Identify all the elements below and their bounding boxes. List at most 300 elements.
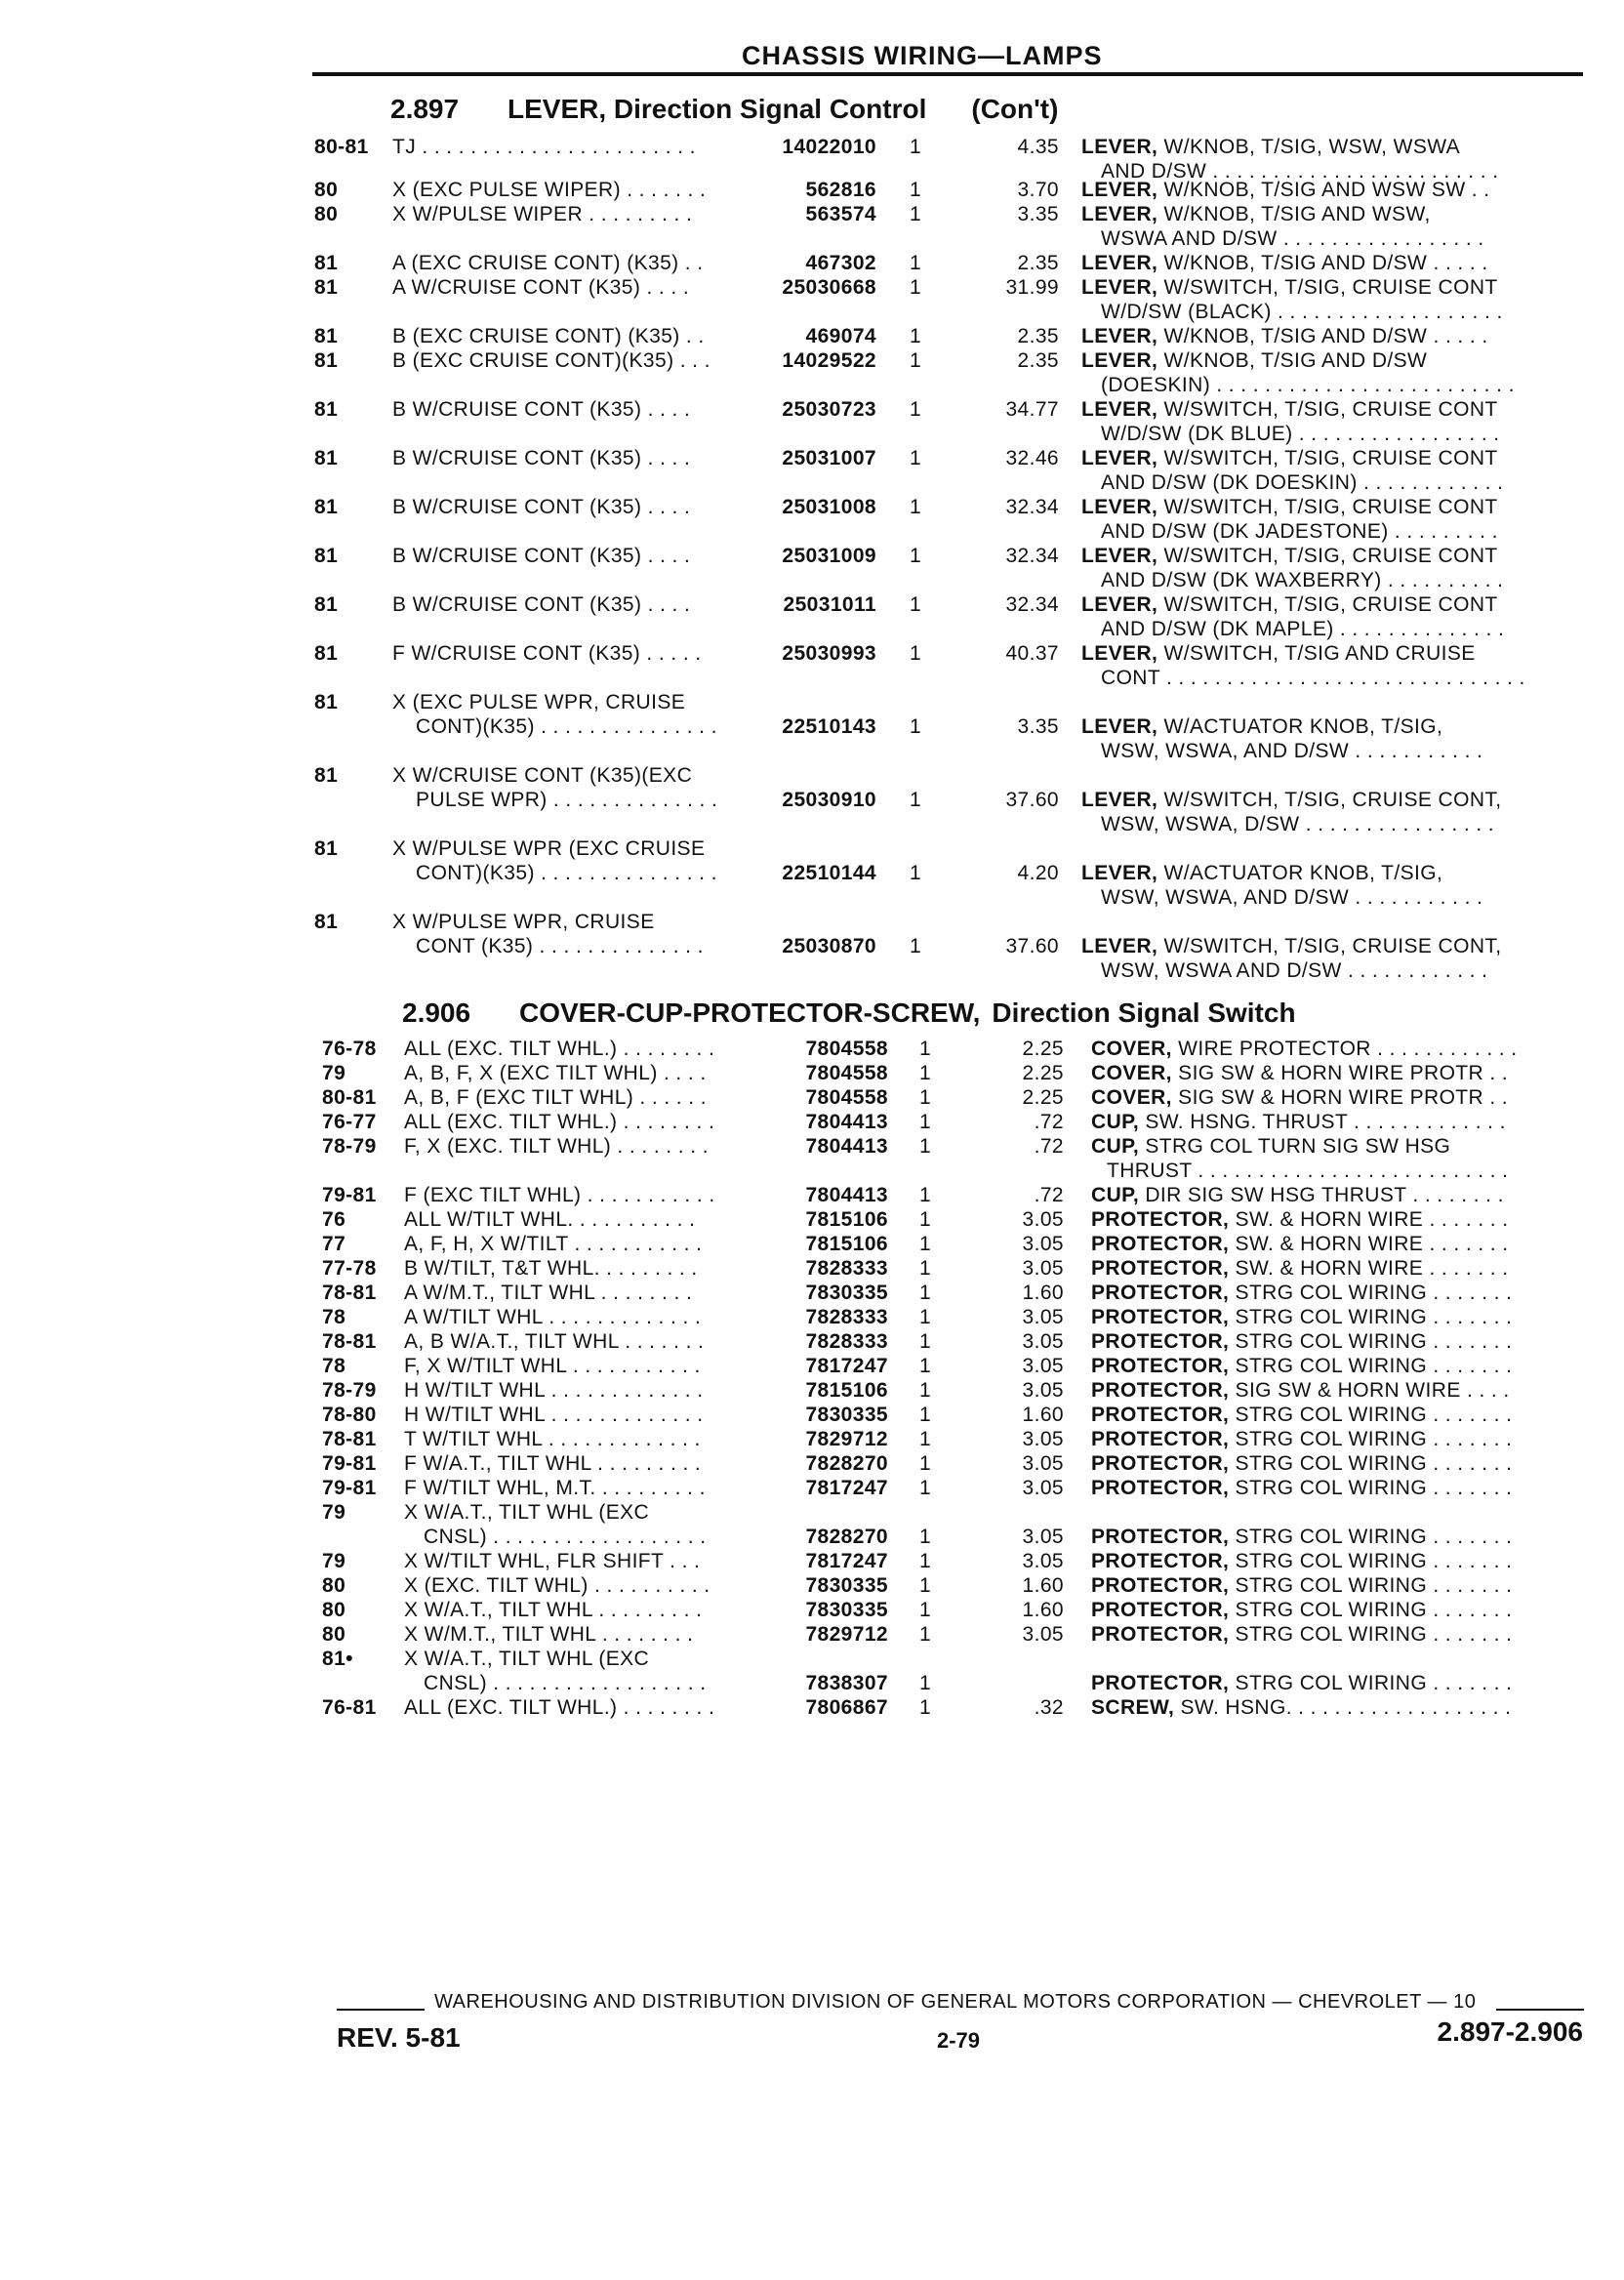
part-number: 25031008 bbox=[782, 496, 876, 518]
quantity: 1 bbox=[918, 1526, 932, 1548]
part-detail: STRG COL TURN SIG SW HSG bbox=[1139, 1135, 1451, 1158]
model-year: 76-77 bbox=[322, 1111, 377, 1133]
part-detail: STRG COL WIRING . . . . . . . bbox=[1229, 1330, 1513, 1353]
model-year: 76-78 bbox=[322, 1038, 377, 1060]
model-application: ALL W/TILT WHL. . . . . . . . . . . bbox=[404, 1208, 696, 1231]
section-name: COVER-CUP-PROTECTOR-SCREW, bbox=[519, 998, 981, 1028]
model-application: F, X (EXC. TILT WHL) . . . . . . . . bbox=[404, 1135, 709, 1158]
part-number: 25030870 bbox=[782, 935, 876, 957]
price: 31.99 bbox=[1005, 276, 1059, 299]
model-application-cont: CNSL) . . . . . . . . . . . . . . . . . . bbox=[424, 1526, 707, 1548]
price: 3.35 bbox=[1017, 203, 1059, 225]
part-description bbox=[1091, 1354, 1512, 1378]
model-year: 78 bbox=[322, 1355, 346, 1377]
part-description bbox=[1081, 178, 1489, 202]
model-application: B W/CRUISE CONT (K35) . . . . bbox=[392, 496, 691, 518]
price: 3.05 bbox=[1022, 1452, 1064, 1475]
model-application: X W/A.T., TILT WHL (EXC bbox=[404, 1501, 650, 1524]
page-header bbox=[312, 39, 1583, 72]
part-detail: W/SWITCH, T/SIG, CRUISE CONT bbox=[1157, 593, 1498, 616]
part-number: 22510144 bbox=[782, 862, 876, 884]
part-number: 7838307 bbox=[805, 1672, 888, 1694]
part-number: 7815106 bbox=[805, 1208, 888, 1231]
part-name: PROTECTOR, bbox=[1091, 1550, 1230, 1572]
quantity: 1 bbox=[909, 496, 922, 518]
part-number: 467302 bbox=[805, 252, 876, 274]
part-description bbox=[1081, 275, 1498, 300]
price: 3.05 bbox=[1022, 1477, 1064, 1499]
part-description-cont: WSW, WSWA AND D/SW . . . . . . . . . . . . bbox=[1101, 959, 1488, 982]
model-year: 81• bbox=[322, 1648, 353, 1670]
page-number: 2-79 bbox=[937, 2028, 981, 2053]
part-name: PROTECTOR, bbox=[1091, 1452, 1230, 1475]
section-number: 2.897 bbox=[390, 94, 460, 124]
part-number: 7830335 bbox=[805, 1282, 888, 1304]
price: 3.05 bbox=[1022, 1257, 1064, 1280]
part-description-cont: AND D/SW (DK JADESTONE) . . . . . . . . . bbox=[1101, 520, 1498, 543]
part-description bbox=[1091, 1232, 1509, 1256]
part-description bbox=[1091, 1671, 1512, 1695]
part-description bbox=[1081, 934, 1502, 958]
part-number: 7804413 bbox=[805, 1111, 888, 1133]
model-application: B W/TILT, T&T WHL. . . . . . . . . bbox=[404, 1257, 698, 1280]
price: 32.34 bbox=[1005, 545, 1059, 567]
model-application-cont: CONT)(K35) . . . . . . . . . . . . . . . bbox=[416, 715, 717, 738]
part-number: 7830335 bbox=[805, 1599, 888, 1621]
part-detail: WIRE PROTECTOR . . . . . . . . . . . . bbox=[1171, 1038, 1518, 1060]
model-year: 81 bbox=[314, 349, 339, 372]
part-number: 563574 bbox=[805, 203, 876, 225]
price: 1.60 bbox=[1022, 1404, 1064, 1426]
price: 2.25 bbox=[1022, 1038, 1064, 1060]
model-application-cont: CONT (K35) . . . . . . . . . . . . . . bbox=[416, 935, 704, 957]
price: 34.77 bbox=[1005, 398, 1059, 421]
quantity: 1 bbox=[918, 1062, 932, 1084]
quantity: 1 bbox=[918, 1696, 932, 1719]
part-number: 14022010 bbox=[782, 136, 876, 158]
part-name: LEVER, bbox=[1081, 545, 1158, 567]
quantity: 1 bbox=[918, 1257, 932, 1280]
part-number: 7830335 bbox=[805, 1574, 888, 1597]
model-year: 77 bbox=[322, 1233, 346, 1255]
quantity: 1 bbox=[909, 862, 922, 884]
model-application: F, X W/TILT WHL . . . . . . . . . . . bbox=[404, 1355, 701, 1377]
part-description bbox=[1091, 1207, 1509, 1232]
quantity: 1 bbox=[918, 1428, 932, 1450]
part-description-cont: THRUST . . . . . . . . . . . . . . . . . . . . . . . . . . bbox=[1107, 1160, 1509, 1182]
quantity: 1 bbox=[918, 1550, 932, 1572]
part-description bbox=[1091, 1549, 1512, 1573]
model-application: X W/PULSE WPR (EXC CRUISE bbox=[392, 837, 706, 860]
model-application: B W/CRUISE CONT (K35) . . . . bbox=[392, 398, 691, 421]
model-year: 77-78 bbox=[322, 1257, 377, 1280]
model-application: X W/CRUISE CONT (K35)(EXC bbox=[392, 764, 693, 787]
part-description bbox=[1091, 1427, 1512, 1451]
model-application: X W/A.T., TILT WHL . . . . . . . . . bbox=[404, 1599, 703, 1621]
model-year: 81 bbox=[314, 252, 339, 274]
model-application-cont: PULSE WPR) . . . . . . . . . . . . . . bbox=[416, 789, 718, 811]
part-detail: SIG SW & HORN WIRE PROTR . . bbox=[1171, 1062, 1509, 1084]
part-name: LEVER, bbox=[1081, 935, 1158, 957]
part-detail: STRG COL WIRING . . . . . . . bbox=[1229, 1599, 1513, 1621]
quantity: 1 bbox=[918, 1233, 932, 1255]
part-description bbox=[1091, 1256, 1509, 1281]
quantity: 1 bbox=[918, 1282, 932, 1304]
part-name: PROTECTOR, bbox=[1091, 1379, 1230, 1402]
part-number: 7817247 bbox=[805, 1355, 888, 1377]
part-detail: SIG SW & HORN WIRE PROTR . . bbox=[1171, 1086, 1509, 1109]
part-detail: STRG COL WIRING . . . . . . . bbox=[1229, 1477, 1513, 1499]
model-application: X W/M.T., TILT WHL . . . . . . . . bbox=[404, 1623, 694, 1646]
part-number: 7804413 bbox=[805, 1184, 888, 1206]
section-name-continued: Direction Signal Switch bbox=[992, 998, 1296, 1028]
part-description bbox=[1091, 1622, 1512, 1647]
quantity: 1 bbox=[909, 276, 922, 299]
part-name: PROTECTOR, bbox=[1091, 1208, 1230, 1231]
part-description bbox=[1081, 202, 1431, 226]
part-name: PROTECTOR, bbox=[1091, 1428, 1230, 1450]
model-application: B W/CRUISE CONT (K35) . . . . bbox=[392, 593, 691, 616]
part-description bbox=[1081, 544, 1498, 568]
model-application-cont: CONT)(K35) . . . . . . . . . . . . . . . bbox=[416, 862, 717, 884]
part-description bbox=[1091, 1329, 1512, 1354]
quantity: 1 bbox=[918, 1208, 932, 1231]
model-year: 78-81 bbox=[322, 1428, 377, 1450]
part-name: COVER, bbox=[1091, 1062, 1172, 1084]
part-number: 7804558 bbox=[805, 1086, 888, 1109]
part-number: 25031007 bbox=[782, 447, 876, 469]
model-year: 81 bbox=[314, 447, 339, 469]
quantity: 1 bbox=[909, 715, 922, 738]
part-name: PROTECTOR, bbox=[1091, 1306, 1230, 1328]
section-heading bbox=[402, 998, 1296, 1029]
price: 1.60 bbox=[1022, 1282, 1064, 1304]
model-year: 78-81 bbox=[322, 1330, 377, 1353]
part-detail: W/KNOB, T/SIG AND D/SW . . . . . bbox=[1157, 325, 1488, 347]
part-name: PROTECTOR, bbox=[1091, 1477, 1230, 1499]
model-year: 81 bbox=[314, 593, 339, 616]
model-year: 81 bbox=[314, 691, 339, 713]
part-name: LEVER, bbox=[1081, 136, 1158, 158]
price: 2.35 bbox=[1017, 325, 1059, 347]
model-year: 81 bbox=[314, 545, 339, 567]
part-detail: STRG COL WIRING . . . . . . . bbox=[1229, 1404, 1513, 1426]
quantity: 1 bbox=[909, 252, 922, 274]
part-name: COVER, bbox=[1091, 1038, 1172, 1060]
part-number: 25030993 bbox=[782, 642, 876, 665]
quantity: 1 bbox=[918, 1379, 932, 1402]
section-heading bbox=[390, 94, 1058, 125]
part-number: 7815106 bbox=[805, 1233, 888, 1255]
model-application: H W/TILT WHL . . . . . . . . . . . . . bbox=[404, 1379, 704, 1402]
part-name: LEVER, bbox=[1081, 349, 1158, 372]
part-detail: STRG COL WIRING . . . . . . . bbox=[1229, 1428, 1513, 1450]
model-year: 78-79 bbox=[322, 1379, 377, 1402]
part-detail: STRG COL WIRING . . . . . . . bbox=[1229, 1355, 1513, 1377]
part-name: LEVER, bbox=[1081, 252, 1158, 274]
quantity: 1 bbox=[909, 179, 922, 201]
part-detail: STRG COL WIRING . . . . . . . bbox=[1229, 1306, 1513, 1328]
part-description-cont: AND D/SW (DK DOESKIN) . . . . . . . . . . . . bbox=[1101, 471, 1504, 494]
part-name: PROTECTOR, bbox=[1091, 1355, 1230, 1377]
quantity: 1 bbox=[909, 593, 922, 616]
part-detail: W/KNOB, T/SIG, WSW, WSWA bbox=[1157, 136, 1461, 158]
section-range: 2.897-2.906 bbox=[1437, 2016, 1583, 2047]
model-application: F W/TILT WHL, M.T. . . . . . . . . . bbox=[404, 1477, 706, 1499]
quantity: 1 bbox=[918, 1355, 932, 1377]
quantity: 1 bbox=[918, 1404, 932, 1426]
quantity: 1 bbox=[918, 1038, 932, 1060]
price: 37.60 bbox=[1005, 935, 1059, 957]
section-name: LEVER, Direction Signal Control bbox=[508, 94, 927, 124]
part-detail: W/SWITCH, T/SIG, CRUISE CONT bbox=[1157, 496, 1498, 518]
quantity: 1 bbox=[909, 203, 922, 225]
part-description bbox=[1081, 714, 1442, 739]
section-continued-label: (Con't) bbox=[971, 94, 1059, 124]
model-application: ALL (EXC. TILT WHL.) . . . . . . . . bbox=[404, 1038, 715, 1060]
price: 3.05 bbox=[1022, 1526, 1064, 1548]
price: 1.60 bbox=[1022, 1574, 1064, 1597]
part-detail: STRG COL WIRING . . . . . . . bbox=[1229, 1623, 1513, 1646]
part-description-cont: (DOESKIN) . . . . . . . . . . . . . . . . . . . . . . . . . bbox=[1101, 374, 1515, 396]
part-description bbox=[1081, 251, 1488, 275]
part-number: 7804413 bbox=[805, 1135, 888, 1158]
part-name: LEVER, bbox=[1081, 593, 1158, 616]
model-application-cont: CNSL) . . . . . . . . . . . . . . . . . . bbox=[424, 1672, 707, 1694]
part-number: 7828333 bbox=[805, 1257, 888, 1280]
price: 3.70 bbox=[1017, 179, 1059, 201]
model-application: X W/PULSE WPR, CRUISE bbox=[392, 911, 655, 933]
model-year: 81 bbox=[314, 764, 339, 787]
part-detail: W/SWITCH, T/SIG, CRUISE CONT, bbox=[1157, 935, 1502, 957]
part-number: 7804558 bbox=[805, 1062, 888, 1084]
quantity: 1 bbox=[909, 349, 922, 372]
part-description-cont: WSW, WSWA, AND D/SW . . . . . . . . . . . bbox=[1101, 886, 1483, 909]
model-application: A W/TILT WHL . . . . . . . . . . . . . bbox=[404, 1306, 702, 1328]
part-detail: W/KNOB, T/SIG AND WSW SW . . bbox=[1157, 179, 1490, 201]
model-year: 76 bbox=[322, 1208, 346, 1231]
part-description bbox=[1081, 592, 1498, 617]
part-detail: SIG SW & HORN WIRE . . . . bbox=[1229, 1379, 1510, 1402]
quantity: 1 bbox=[909, 136, 922, 158]
model-application: X (EXC PULSE WPR, CRUISE bbox=[392, 691, 686, 713]
part-detail: W/SWITCH, T/SIG, CRUISE CONT bbox=[1157, 276, 1498, 299]
part-number: 25031009 bbox=[782, 545, 876, 567]
section-number: 2.906 bbox=[402, 998, 471, 1028]
part-detail: SW. HSNG. THRUST . . . . . . . . . . . . . bbox=[1139, 1111, 1506, 1133]
part-detail: W/SWITCH, T/SIG, CRUISE CONT bbox=[1157, 398, 1498, 421]
part-detail: SW. & HORN WIRE . . . . . . . bbox=[1229, 1257, 1509, 1280]
footer-line bbox=[337, 1991, 1586, 2018]
model-year: 81 bbox=[314, 911, 339, 933]
part-description bbox=[1091, 1695, 1511, 1720]
part-number: 7815106 bbox=[805, 1379, 888, 1402]
part-description bbox=[1081, 861, 1442, 885]
part-description bbox=[1091, 1183, 1504, 1207]
part-detail: W/SWITCH, T/SIG, CRUISE CONT bbox=[1157, 545, 1498, 567]
part-name: CUP, bbox=[1091, 1111, 1140, 1133]
model-year: 81 bbox=[314, 496, 339, 518]
footer-publisher: WAREHOUSING AND DISTRIBUTION DIVISION OF GENERAL MOTORS CORPORATION — CHEVROLET — 10 bbox=[434, 1991, 1477, 2013]
model-application: A, B W/A.T., TILT WHL . . . . . . . bbox=[404, 1330, 705, 1353]
price: 3.05 bbox=[1022, 1379, 1064, 1402]
part-name: PROTECTOR, bbox=[1091, 1404, 1230, 1426]
quantity: 1 bbox=[918, 1452, 932, 1475]
part-name: LEVER, bbox=[1081, 203, 1158, 225]
model-application: X W/TILT WHL, FLR SHIFT . . . bbox=[404, 1550, 701, 1572]
model-year: 78-80 bbox=[322, 1404, 377, 1426]
price: 3.05 bbox=[1022, 1355, 1064, 1377]
quantity: 1 bbox=[918, 1599, 932, 1621]
part-name: LEVER, bbox=[1081, 496, 1158, 518]
price: 32.34 bbox=[1005, 496, 1059, 518]
part-description bbox=[1091, 1378, 1510, 1403]
part-number: 7829712 bbox=[805, 1428, 888, 1450]
model-application: A (EXC CRUISE CONT) (K35) . . bbox=[392, 252, 704, 274]
model-year: 81 bbox=[314, 837, 339, 860]
part-description bbox=[1081, 446, 1498, 470]
part-name: PROTECTOR, bbox=[1091, 1330, 1230, 1353]
part-description bbox=[1091, 1451, 1512, 1476]
model-year: 79-81 bbox=[322, 1477, 377, 1499]
part-detail: STRG COL WIRING . . . . . . . bbox=[1229, 1282, 1513, 1304]
part-description bbox=[1091, 1305, 1512, 1329]
price: 32.34 bbox=[1005, 593, 1059, 616]
model-year: 78-81 bbox=[322, 1282, 377, 1304]
part-description bbox=[1081, 135, 1460, 159]
model-application: X W/PULSE WIPER . . . . . . . . . bbox=[392, 203, 693, 225]
part-detail: SW. & HORN WIRE . . . . . . . bbox=[1229, 1233, 1509, 1255]
part-name: PROTECTOR, bbox=[1091, 1526, 1230, 1548]
model-year: 80-81 bbox=[314, 136, 369, 158]
part-number: 7828333 bbox=[805, 1330, 888, 1353]
part-description bbox=[1081, 397, 1498, 422]
part-number: 25030910 bbox=[782, 789, 876, 811]
price: .72 bbox=[1034, 1135, 1064, 1158]
price: 1.60 bbox=[1022, 1599, 1064, 1621]
price: 4.20 bbox=[1017, 862, 1059, 884]
part-number: 7828270 bbox=[805, 1452, 888, 1475]
price: 2.25 bbox=[1022, 1062, 1064, 1084]
quantity: 1 bbox=[918, 1330, 932, 1353]
part-detail: STRG COL WIRING . . . . . . . bbox=[1229, 1452, 1513, 1475]
model-year: 78-79 bbox=[322, 1135, 377, 1158]
part-description bbox=[1091, 1573, 1512, 1598]
model-application: B (EXC CRUISE CONT)(K35) . . . bbox=[392, 349, 710, 372]
price: 3.05 bbox=[1022, 1550, 1064, 1572]
part-description bbox=[1091, 1061, 1508, 1085]
model-application: X W/A.T., TILT WHL (EXC bbox=[404, 1648, 650, 1670]
model-application: TJ . . . . . . . . . . . . . . . . . . . . . . . bbox=[392, 136, 696, 158]
model-year: 80 bbox=[314, 179, 339, 201]
part-description bbox=[1091, 1110, 1506, 1134]
price: 2.25 bbox=[1022, 1086, 1064, 1109]
part-detail: STRG COL WIRING . . . . . . . bbox=[1229, 1550, 1513, 1572]
price: 2.35 bbox=[1017, 252, 1059, 274]
part-description bbox=[1091, 1085, 1508, 1110]
part-number: 25030668 bbox=[782, 276, 876, 299]
model-application: B W/CRUISE CONT (K35) . . . . bbox=[392, 447, 691, 469]
model-year: 81 bbox=[314, 642, 339, 665]
quantity: 1 bbox=[909, 447, 922, 469]
part-description-cont: AND D/SW (DK WAXBERRY) . . . . . . . . . . bbox=[1101, 569, 1504, 591]
model-application: T W/TILT WHL . . . . . . . . . . . . . bbox=[404, 1428, 701, 1450]
model-application: X (EXC PULSE WIPER) . . . . . . . bbox=[392, 179, 707, 201]
price: 37.60 bbox=[1005, 789, 1059, 811]
model-year: 81 bbox=[314, 325, 339, 347]
part-detail: W/SWITCH, T/SIG, CRUISE CONT, bbox=[1157, 789, 1502, 811]
part-detail: W/ACTUATOR KNOB, T/SIG, bbox=[1157, 862, 1443, 884]
model-application: A, B, F, X (EXC TILT WHL) . . . . bbox=[404, 1062, 707, 1084]
model-application: A, B, F (EXC TILT WHL) . . . . . . bbox=[404, 1086, 707, 1109]
part-description bbox=[1091, 1403, 1512, 1427]
part-detail: SW. HSNG. . . . . . . . . . . . . . . . . . . bbox=[1174, 1696, 1512, 1719]
price: 2.35 bbox=[1017, 349, 1059, 372]
part-name: LEVER, bbox=[1081, 276, 1158, 299]
part-number: 25030723 bbox=[782, 398, 876, 421]
part-name: PROTECTOR, bbox=[1091, 1574, 1230, 1597]
model-application: F W/CRUISE CONT (K35) . . . . . bbox=[392, 642, 702, 665]
part-detail: W/SWITCH, T/SIG AND CRUISE bbox=[1157, 642, 1476, 665]
model-year: 80 bbox=[322, 1574, 346, 1597]
model-application: F (EXC TILT WHL) . . . . . . . . . . . bbox=[404, 1184, 715, 1206]
part-description-cont: WSW, WSWA, D/SW . . . . . . . . . . . . . . . . bbox=[1101, 813, 1495, 835]
model-application: B W/CRUISE CONT (K35) . . . . bbox=[392, 545, 691, 567]
quantity: 1 bbox=[909, 545, 922, 567]
part-description bbox=[1091, 1598, 1512, 1622]
price: 4.35 bbox=[1017, 136, 1059, 158]
header-rule bbox=[312, 72, 1583, 76]
model-year: 80 bbox=[322, 1623, 346, 1646]
part-name: LEVER, bbox=[1081, 789, 1158, 811]
model-year: 79-81 bbox=[322, 1452, 377, 1475]
part-name: LEVER, bbox=[1081, 642, 1158, 665]
part-detail: W/KNOB, T/SIG AND D/SW . . . . . bbox=[1157, 252, 1488, 274]
model-year: 76-81 bbox=[322, 1696, 377, 1719]
part-name: CUP, bbox=[1091, 1184, 1140, 1206]
part-number: 7828270 bbox=[805, 1526, 888, 1548]
part-name: PROTECTOR, bbox=[1091, 1623, 1230, 1646]
footer-rule-right bbox=[1496, 2009, 1584, 2011]
part-detail: STRG COL WIRING . . . . . . . bbox=[1229, 1672, 1513, 1694]
part-description-cont: W/D/SW (DK BLUE) . . . . . . . . . . . . . . . . . bbox=[1101, 423, 1500, 445]
part-name: LEVER, bbox=[1081, 179, 1158, 201]
part-detail: W/KNOB, T/SIG AND WSW, bbox=[1157, 203, 1431, 225]
quantity: 1 bbox=[918, 1086, 932, 1109]
price: 3.35 bbox=[1017, 715, 1059, 738]
part-number: 562816 bbox=[805, 179, 876, 201]
part-description bbox=[1081, 324, 1488, 348]
part-description bbox=[1081, 495, 1498, 519]
quantity: 1 bbox=[918, 1135, 932, 1158]
quantity: 1 bbox=[909, 325, 922, 347]
part-description bbox=[1091, 1525, 1512, 1549]
quantity: 1 bbox=[918, 1306, 932, 1328]
part-description bbox=[1091, 1476, 1512, 1500]
price: 3.05 bbox=[1022, 1233, 1064, 1255]
quantity: 1 bbox=[909, 642, 922, 665]
model-application: A, F, H, X W/TILT . . . . . . . . . . . bbox=[404, 1233, 703, 1255]
model-year: 80 bbox=[322, 1599, 346, 1621]
part-description-cont: CONT . . . . . . . . . . . . . . . . . . . . . . . . . . . . . . bbox=[1101, 667, 1525, 689]
part-detail: STRG COL WIRING . . . . . . . bbox=[1229, 1574, 1513, 1597]
model-application: H W/TILT WHL . . . . . . . . . . . . . bbox=[404, 1404, 704, 1426]
part-number: 7817247 bbox=[805, 1550, 888, 1572]
model-application: ALL (EXC. TILT WHL.) . . . . . . . . bbox=[404, 1696, 715, 1719]
part-name: LEVER, bbox=[1081, 715, 1158, 738]
part-detail: STRG COL WIRING . . . . . . . bbox=[1229, 1526, 1513, 1548]
quantity: 1 bbox=[918, 1184, 932, 1206]
